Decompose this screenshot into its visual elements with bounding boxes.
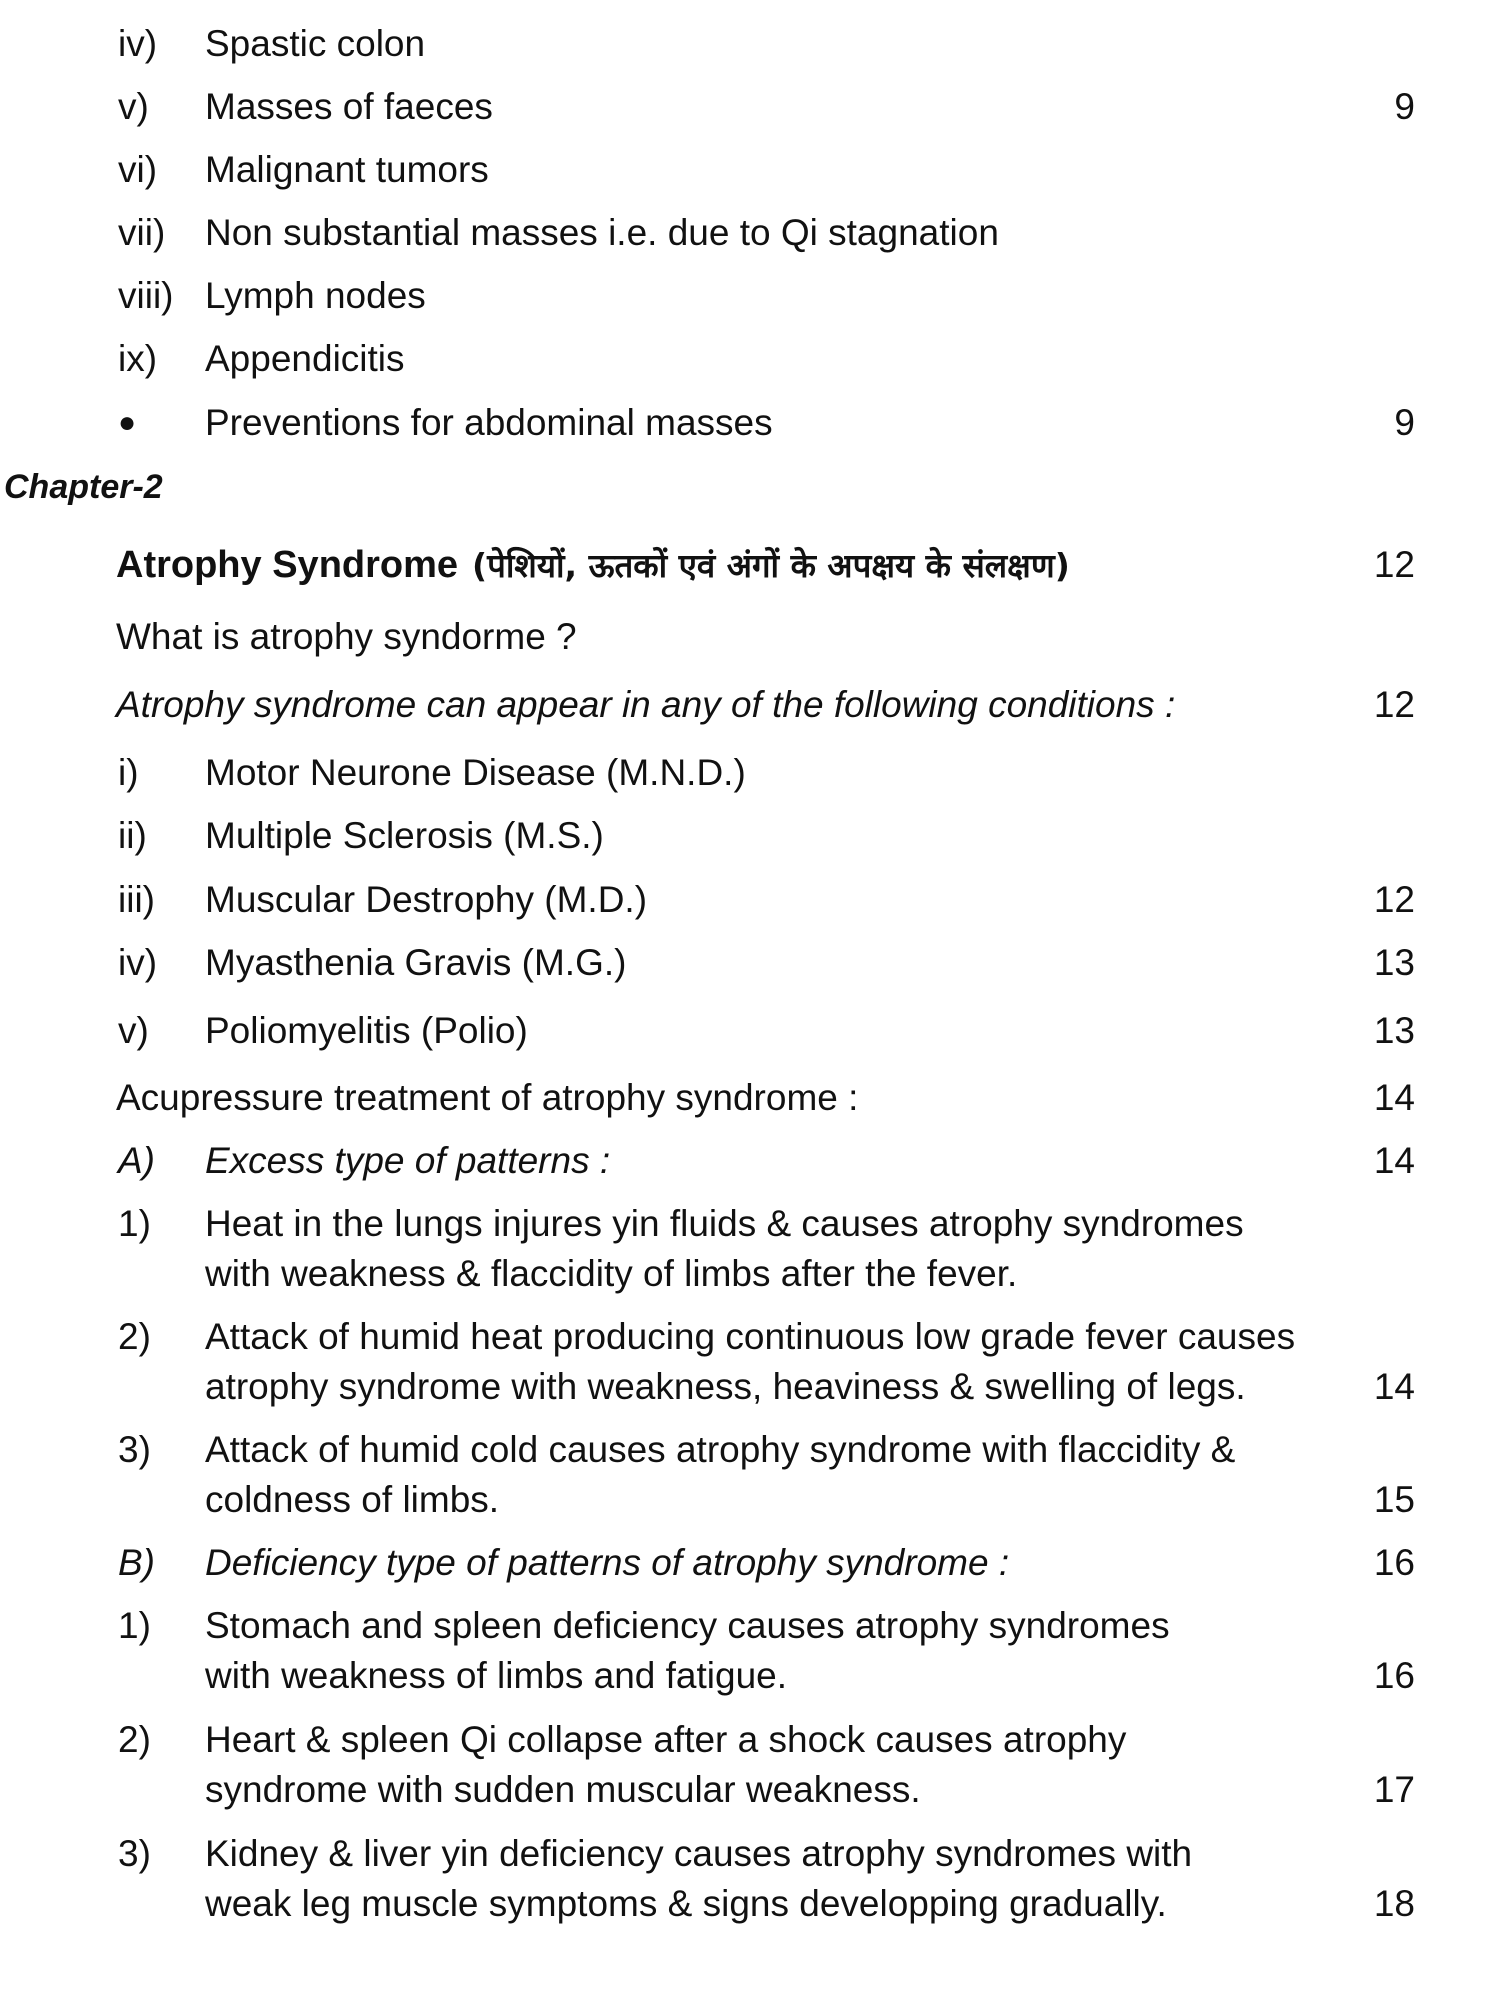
entry-text: Spastic colon bbox=[205, 23, 426, 64]
entry-line-2: coldness of limbs. bbox=[205, 1479, 500, 1520]
section-excess bbox=[0, 1136, 1500, 1186]
entry-number: iii) bbox=[118, 879, 155, 920]
bullet-icon: ● bbox=[118, 406, 137, 439]
entry-text: Lymph nodes bbox=[205, 275, 426, 316]
entry-text: Preventions for abdominal masses bbox=[205, 402, 773, 443]
pattern-entry bbox=[0, 1601, 1500, 1701]
section-label: B) bbox=[118, 1542, 155, 1583]
pattern-entry bbox=[0, 1425, 1500, 1525]
entry-number: ii) bbox=[118, 815, 147, 856]
chapter-title-hindi: (पेशियों, ऊतकों एवं अंगों के अपक्षय के संलक्षण) bbox=[472, 546, 1070, 585]
toc-entry bbox=[0, 612, 1500, 662]
condition-entry bbox=[0, 811, 1500, 861]
what-is-text: What is atrophy syndorme ? bbox=[116, 616, 577, 657]
entry-page: 9 bbox=[1394, 402, 1415, 443]
conditions-intro: Atrophy syndrome can appear in any of the following conditions : bbox=[116, 684, 1176, 725]
entry-line-2: with weakness of limbs and fatigue. bbox=[205, 1655, 788, 1696]
entry-text: Masses of faeces bbox=[205, 86, 493, 127]
entry-page: 17 bbox=[1373, 1769, 1415, 1810]
entry-line-1: Attack of humid cold causes atrophy syndrome with flaccidity & bbox=[205, 1429, 1236, 1470]
entry-text bbox=[205, 1715, 1355, 1815]
entry-text bbox=[205, 1199, 1355, 1299]
entry-text: Motor Neurone Disease (M.N.D.) bbox=[205, 752, 746, 793]
treatment-heading-page: 14 bbox=[1373, 1077, 1415, 1118]
toc-entry bbox=[0, 680, 1500, 730]
entry-line-2: syndrome with sudden muscular weakness. bbox=[205, 1769, 921, 1810]
section-title: Excess type of patterns : bbox=[205, 1140, 611, 1181]
entry-text bbox=[205, 1601, 1355, 1701]
toc-entry bbox=[0, 398, 1500, 448]
toc-entry bbox=[0, 19, 1500, 69]
section-page: 16 bbox=[1373, 1542, 1415, 1583]
toc-entry bbox=[0, 208, 1500, 258]
entry-number: vi) bbox=[118, 149, 158, 190]
entry-line-2: atrophy syndrome with weakness, heaviness & swelling of legs. bbox=[205, 1366, 1246, 1407]
entry-page: 9 bbox=[1394, 86, 1415, 127]
entry-number: viii) bbox=[118, 275, 174, 316]
entry-page: 18 bbox=[1373, 1883, 1415, 1924]
pattern-entry bbox=[0, 1829, 1500, 1929]
entry-page: 12 bbox=[1373, 879, 1415, 920]
section-label: A) bbox=[118, 1140, 155, 1181]
entry-text: Malignant tumors bbox=[205, 149, 489, 190]
entry-number: iv) bbox=[118, 23, 158, 64]
entry-number: 1) bbox=[118, 1605, 151, 1646]
entry-number: 1) bbox=[118, 1203, 151, 1244]
pattern-entry bbox=[0, 1312, 1500, 1412]
entry-text: Myasthenia Gravis (M.G.) bbox=[205, 942, 627, 983]
entry-line-1: Attack of humid heat producing continuous low grade fever causes bbox=[205, 1316, 1296, 1357]
pattern-entry bbox=[0, 1199, 1500, 1299]
entry-number: v) bbox=[118, 1010, 149, 1051]
entry-text bbox=[205, 1425, 1355, 1525]
entry-text: Muscular Destrophy (M.D.) bbox=[205, 879, 648, 920]
chapter-heading bbox=[0, 537, 1500, 593]
entry-line-1: Stomach and spleen deficiency causes atrophy syndromes bbox=[205, 1605, 1170, 1646]
entry-number: 3) bbox=[118, 1833, 151, 1874]
entry-page: 15 bbox=[1373, 1479, 1415, 1520]
entry-page: 13 bbox=[1373, 1010, 1415, 1051]
chapter-title-page: 12 bbox=[1373, 544, 1415, 585]
entry-text: Non substantial masses i.e. due to Qi stagnation bbox=[205, 212, 999, 253]
entry-number: ix) bbox=[118, 338, 158, 379]
condition-entry bbox=[0, 875, 1500, 925]
treatment-heading-text: Acupressure treatment of atrophy syndrome : bbox=[116, 1077, 859, 1118]
section-deficiency bbox=[0, 1538, 1500, 1588]
entry-text bbox=[205, 1312, 1355, 1412]
entry-line-2: with weakness & flaccidity of limbs after the fever. bbox=[205, 1253, 1018, 1294]
conditions-intro-page: 12 bbox=[1373, 684, 1415, 725]
entry-text: Multiple Sclerosis (M.S.) bbox=[205, 815, 604, 856]
entry-text: Poliomyelitis (Polio) bbox=[205, 1010, 528, 1051]
toc-entry bbox=[0, 334, 1500, 384]
toc-entry bbox=[0, 82, 1500, 132]
chapter-title: Atrophy Syndrome bbox=[116, 544, 459, 586]
entry-page: 13 bbox=[1373, 942, 1415, 983]
pattern-entry bbox=[0, 1715, 1500, 1815]
entry-text: Appendicitis bbox=[205, 338, 405, 379]
entry-page: 16 bbox=[1373, 1655, 1415, 1696]
entry-line-1: Heart & spleen Qi collapse after a shock causes atrophy bbox=[205, 1719, 1127, 1760]
entry-page: 14 bbox=[1373, 1366, 1415, 1407]
chapter-title-wrapper bbox=[116, 537, 1070, 594]
entry-line-1: Kidney & liver yin deficiency causes atrophy syndromes with bbox=[205, 1833, 1193, 1874]
condition-entry bbox=[0, 1006, 1500, 1056]
entry-number: iv) bbox=[118, 942, 158, 983]
entry-text bbox=[205, 1829, 1355, 1929]
entry-number: 2) bbox=[118, 1316, 151, 1357]
entry-number: v) bbox=[118, 86, 149, 127]
chapter-label: Chapter-2 bbox=[4, 468, 163, 506]
condition-entry bbox=[0, 938, 1500, 988]
section-title: Deficiency type of patterns of atrophy syndrome : bbox=[205, 1542, 1010, 1583]
entry-line-2: weak leg muscle symptoms & signs developping gradually. bbox=[205, 1883, 1167, 1924]
entry-number: 2) bbox=[118, 1719, 151, 1760]
condition-entry bbox=[0, 748, 1500, 798]
treatment-heading bbox=[0, 1073, 1500, 1123]
section-page: 14 bbox=[1373, 1140, 1415, 1181]
entry-number: i) bbox=[118, 752, 139, 793]
entry-number: vii) bbox=[118, 212, 166, 253]
toc-entry bbox=[0, 271, 1500, 321]
entry-line-1: Heat in the lungs injures yin fluids & causes atrophy syndromes bbox=[205, 1203, 1244, 1244]
toc-entry bbox=[0, 145, 1500, 195]
entry-number: 3) bbox=[118, 1429, 151, 1470]
